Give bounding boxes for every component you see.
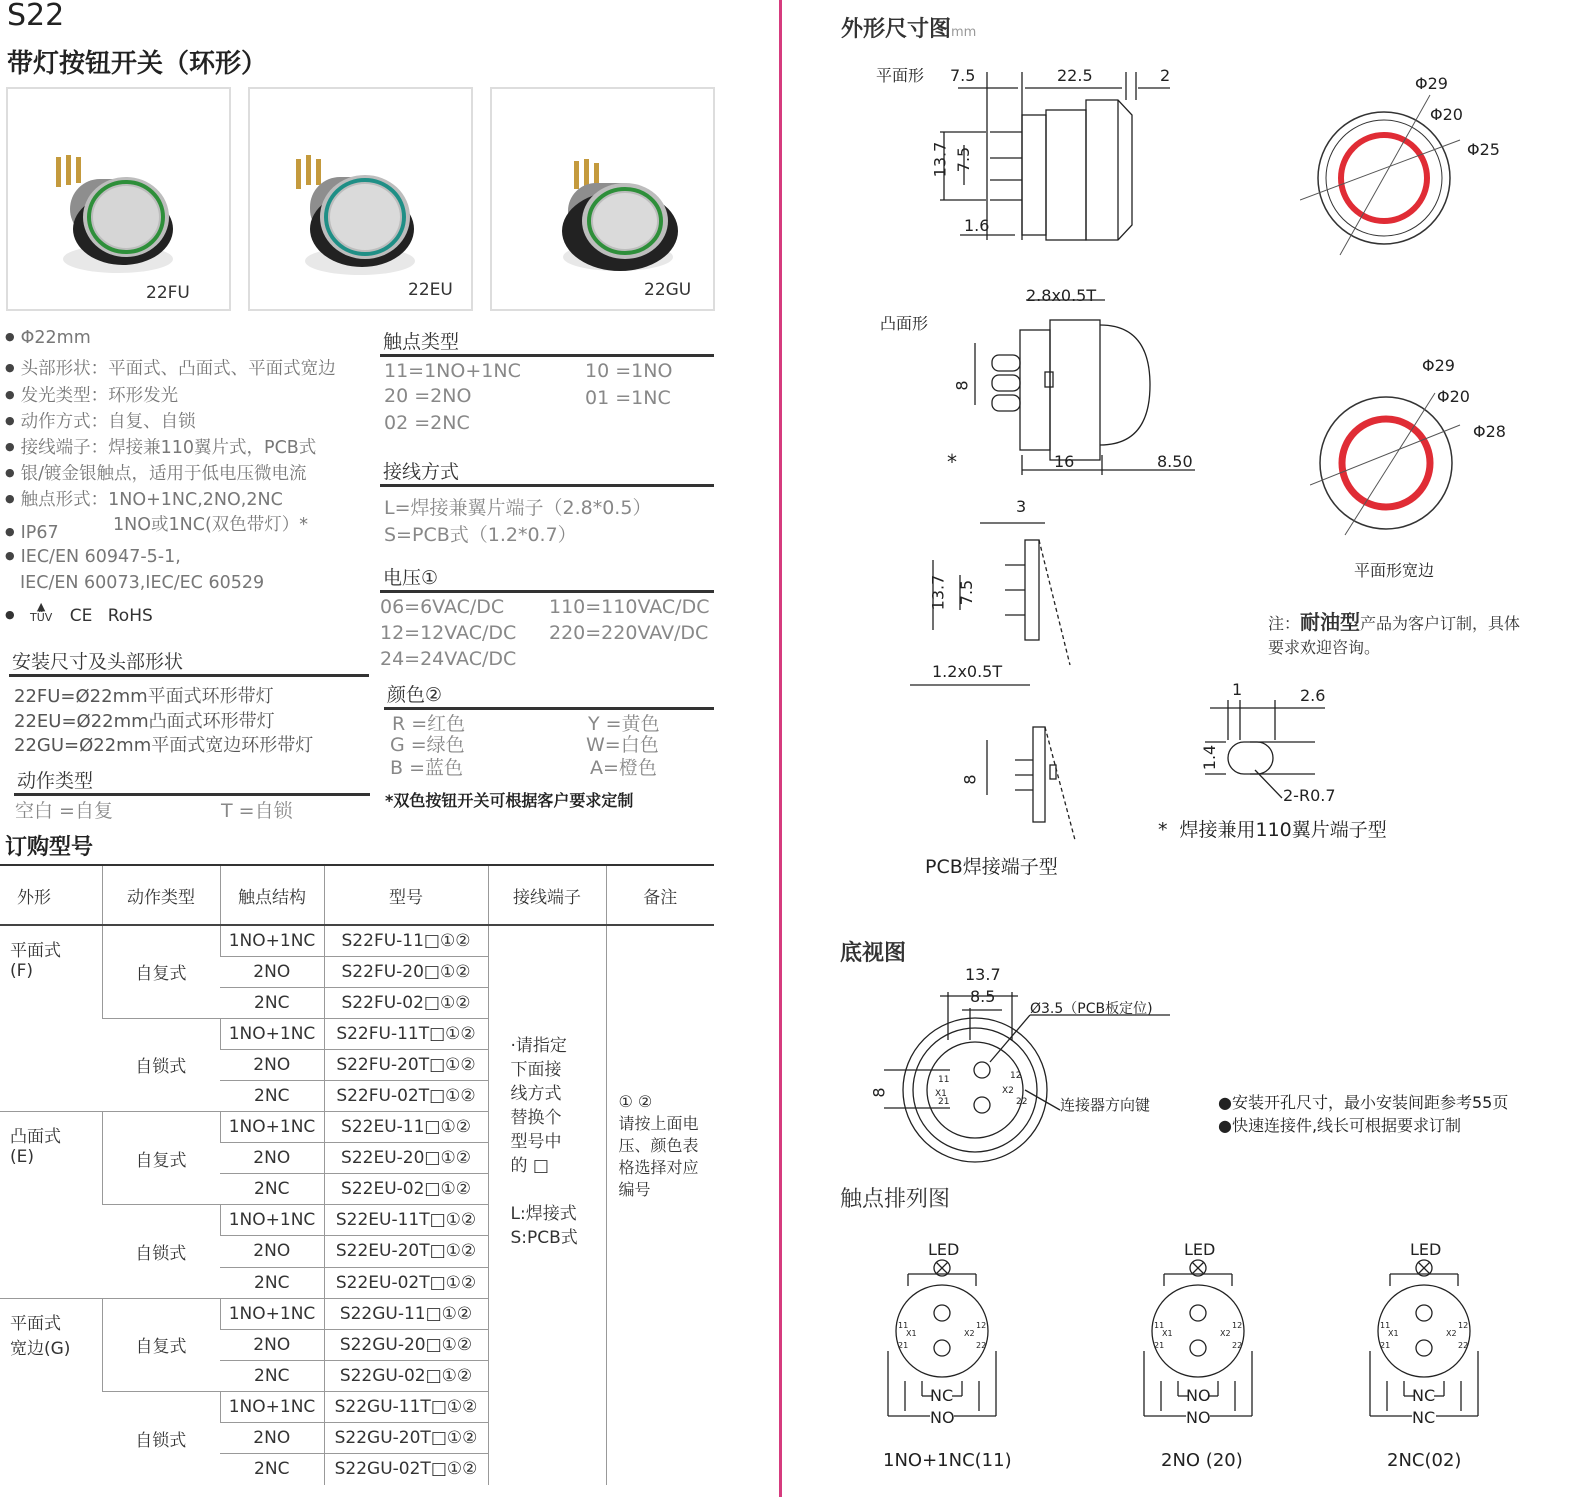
dim-label: *: [947, 450, 957, 474]
order-title: 订购型号: [5, 835, 94, 860]
contact-cell: 2NC: [220, 1360, 324, 1391]
dim-label: 7.5: [957, 579, 977, 606]
action-cell: 自锁式: [102, 1391, 220, 1484]
dim-label: Φ28: [1473, 422, 1506, 441]
action-cell: 自复式: [102, 1298, 220, 1391]
dim-label: 8.5: [970, 987, 996, 1006]
button-illustration: [492, 89, 713, 309]
shape-cell: 平面式 宽边(G): [0, 1298, 102, 1485]
model-cell: S22GU-20T□①②: [324, 1423, 488, 1454]
feature-item: ● 发光类型：环形发光: [5, 382, 178, 407]
action-cell: 自复式: [102, 1112, 220, 1205]
svg-text:12: 12: [1458, 1321, 1469, 1330]
contact-bottom-label: NO: [1186, 1408, 1211, 1427]
photo-caption: 22FU: [146, 283, 190, 303]
flat-ring-led: [1341, 135, 1427, 221]
wide-front-drawing: [1310, 385, 1470, 545]
page-divider: [779, 0, 782, 1497]
feature-item: ● 银/镀金银触点，适用于低电压微电流: [5, 460, 307, 485]
contact-cell: 2NO: [220, 1143, 324, 1174]
contact-top-label: NO: [1186, 1386, 1211, 1405]
svg-text:21: 21: [1154, 1341, 1165, 1350]
color-item: Y =黄色: [588, 713, 660, 735]
tab-label: * 焊接兼用110翼片端子型: [1158, 819, 1387, 841]
model-cell: S22EU-20T□①②: [324, 1236, 488, 1267]
feature-item: ● IP67: [5, 523, 59, 543]
convex-label: 凸面形: [880, 314, 929, 333]
wiring-s: S=PCB式（1.2*0.7）: [384, 524, 577, 546]
dim-label: 16: [1054, 452, 1075, 471]
contact-diagram: [880, 1240, 1030, 1480]
action-section-title: 动作类型: [14, 766, 370, 796]
svg-text:22: 22: [1458, 1341, 1469, 1350]
contact-cell: 2NO: [220, 1423, 324, 1454]
dim-label: 22.5: [1057, 66, 1093, 85]
action-cell: 自锁式: [102, 1205, 220, 1298]
table-header: 备注: [606, 865, 714, 925]
model-cell: S22EU-20□①②: [324, 1143, 488, 1174]
flat-label: 平面形: [876, 66, 925, 85]
model-cell: S22EU-11□①②: [324, 1112, 488, 1143]
voltage-item: 110=110VAC/DC: [549, 596, 710, 618]
order-table: [0, 864, 714, 1485]
action-cell: 自复式: [102, 925, 220, 1018]
product-photo-22eu: [248, 87, 473, 311]
mount-section-title: 安装尺寸及头部形状: [9, 647, 369, 677]
contact-cell: 2NC: [220, 1174, 324, 1205]
voltage-item: 220=220VAV/DC: [549, 622, 709, 644]
pcb-lower-drawing: [975, 715, 1085, 845]
svg-text:12: 12: [976, 1321, 987, 1330]
dim-label: 1.6: [964, 216, 990, 235]
contact-cell: 2NC: [220, 1267, 324, 1298]
model-name: S22: [7, 0, 65, 33]
contact-cell: 1NO+1NC: [220, 1391, 324, 1422]
contact-cell: 2NO: [220, 1236, 324, 1267]
dim-label: 2.8x0.5T: [1026, 286, 1097, 305]
dim-label: 13.7: [965, 965, 1001, 984]
dim-label: 2-R0.7: [1283, 786, 1336, 805]
contact-top-label: NC: [930, 1386, 954, 1405]
feature-item: IEC/EN 60073,IEC/EC 60529: [20, 573, 265, 593]
contact-item: 20 =2NO: [384, 385, 472, 407]
model-cell: S22GU-02T□①②: [324, 1454, 488, 1485]
rohs-mark: RoHS: [107, 606, 153, 626]
product-title: 带灯按钮开关（环形）: [7, 49, 268, 79]
pcb-label: PCB焊接端子型: [925, 856, 1058, 878]
contact-cell: 1NO+1NC: [220, 1205, 324, 1236]
dim-label: 2.6: [1300, 686, 1326, 705]
led-label: LED: [1184, 1240, 1216, 1259]
model-cell: S22GU-02□①②: [324, 1360, 488, 1391]
oil-note: 注：耐油型产品为客户订制，具体 要求欢迎咨询。: [1268, 610, 1521, 657]
contact-cell: 1NO+1NC: [220, 1018, 324, 1049]
contact-cell: 1NO+1NC: [220, 1298, 324, 1329]
button-illustration: [250, 89, 471, 309]
color-item: A=橙色: [590, 757, 657, 779]
tuv-logo: ▲ TÜV: [30, 600, 53, 624]
model-cell: S22FU-11□①②: [324, 925, 488, 956]
voltage-section-title: 电压①: [380, 563, 714, 593]
model-cell: S22FU-20□①②: [324, 956, 488, 987]
color-item: W=白色: [586, 734, 659, 756]
connector-key-label: 连接器方向键: [1060, 1096, 1151, 1114]
shape-cell: 凸面式 (E): [0, 1112, 102, 1299]
table-row: [0, 925, 714, 956]
action-cell: 自锁式: [102, 1018, 220, 1111]
table-header: 动作类型: [102, 865, 220, 925]
svg-text:22: 22: [976, 1341, 987, 1350]
contact-item: 11=1NO+1NC: [384, 360, 521, 382]
action-t: T =自锁: [221, 800, 293, 822]
contact-diagram: [1136, 1240, 1286, 1480]
svg-text:X1: X1: [906, 1329, 917, 1338]
contact-circle-drawing: [1136, 1256, 1286, 1456]
dim-label: Φ20: [1430, 105, 1463, 124]
feature-item: ● 触点形式：1NO+1NC,2NO,2NC: [5, 486, 283, 511]
ce-mark: CE: [69, 606, 93, 626]
svg-text:X2: X2: [1002, 1086, 1014, 1096]
order-table-body: [0, 925, 714, 1485]
dim-label: 13.7: [928, 574, 948, 611]
dimensions-title: 外形尺寸图mm: [841, 17, 977, 42]
mount-item: 22FU=Ø22mm平面式环形带灯: [14, 686, 274, 707]
contact-item: 10 =1NO: [585, 360, 673, 382]
color-section-title: 颜色②: [384, 680, 714, 710]
mount-item: 22GU=Ø22mm平面式宽边环形带灯: [14, 735, 314, 756]
wiring-section-title: 接线方式: [380, 457, 714, 487]
feature-item: ● IEC/EN 60947-5-1,: [5, 547, 181, 567]
color-item: B =蓝色: [390, 757, 463, 779]
model-cell: S22EU-02T□①②: [324, 1267, 488, 1298]
contact-cell: 2NO: [220, 1329, 324, 1360]
flat-wide-label: 平面形宽边: [1354, 561, 1435, 580]
svg-text:11: 11: [898, 1321, 909, 1330]
contact-cell: 2NO: [220, 956, 324, 987]
certifications: ● ▲ TÜV CE RoHS: [5, 600, 153, 626]
svg-text:22: 22: [1016, 1097, 1028, 1107]
svg-text:X1: X1: [1162, 1329, 1173, 1338]
button-illustration: [8, 89, 229, 309]
model-cell: S22FU-20T□①②: [324, 1049, 488, 1080]
bottom-note: ●安装开孔尺寸，最小安装间距参考55页: [1218, 1093, 1509, 1112]
table-header: 触点结构: [220, 865, 324, 925]
product-photo-22fu: [6, 87, 231, 311]
svg-text:X1: X1: [1388, 1329, 1399, 1338]
contact-diagram: [1362, 1240, 1512, 1480]
led-label: LED: [928, 1240, 960, 1259]
dim-label: 8: [869, 1087, 889, 1098]
dim-label: 13.7: [930, 141, 950, 178]
feature-item: 1NO或1NC(双色带灯）*: [113, 515, 309, 535]
model-cell: S22FU-11T□①②: [324, 1018, 488, 1049]
svg-text:12: 12: [1232, 1321, 1243, 1330]
led-label: LED: [1410, 1240, 1442, 1259]
terminal-note-cell: ·请指定 下面接 线方式 替换个 型号中 的 □ L:焊接式 S:PCB式: [488, 925, 606, 1485]
svg-text:X2: X2: [964, 1329, 975, 1338]
photo-caption: 22EU: [408, 280, 453, 300]
bottom-view-title: 底视图: [840, 941, 907, 966]
dim-label: 1: [1232, 680, 1243, 699]
svg-text:12: 12: [1010, 1071, 1022, 1081]
photo-caption: 22GU: [644, 280, 692, 300]
dim-label: 1.2x0.5T: [932, 662, 1003, 681]
dim-label: Φ25: [1467, 140, 1500, 159]
dim-label: Φ29: [1422, 356, 1455, 375]
contact-bottom-label: NO: [930, 1408, 955, 1427]
table-header: 接线端子: [488, 865, 606, 925]
dim-label: Φ29: [1415, 74, 1448, 93]
contact-top-label: NC: [1412, 1386, 1436, 1405]
contact-item: 02 =2NC: [384, 412, 470, 434]
svg-text:11: 11: [1380, 1321, 1391, 1330]
shape-cell: 平面式 (F): [0, 925, 102, 1112]
dim-label: 8: [952, 380, 972, 391]
voltage-item: 24=24VAC/DC: [380, 648, 517, 670]
svg-text:11: 11: [1154, 1321, 1165, 1330]
feature-item: ● 动作方式：自复、自锁: [5, 408, 196, 433]
contact-cell: 1NO+1NC: [220, 1112, 324, 1143]
dim-label: Ø3.5（PCB板定位): [1030, 1001, 1153, 1017]
svg-text:21: 21: [1380, 1341, 1391, 1350]
product-photo-22gu: [490, 87, 715, 311]
wiring-l: L=焊接兼翼片端子（2.8*0.5）: [384, 497, 652, 519]
contact-cell: 2NC: [220, 1454, 324, 1485]
svg-text:11: 11: [938, 1075, 950, 1085]
color-note: *双色按钮开关可根据客户要求定制: [385, 791, 634, 810]
voltage-item: 12=12VAC/DC: [380, 622, 517, 644]
contact-caption: 2NC(02): [1387, 1450, 1462, 1471]
svg-text:22: 22: [1232, 1341, 1243, 1350]
dim-label: 7.5: [954, 146, 974, 173]
dim-label: 8.50: [1157, 452, 1193, 471]
contact-item: 01 =1NC: [585, 387, 671, 409]
model-cell: S22FU-02T□①②: [324, 1080, 488, 1111]
svg-text:X2: X2: [1220, 1329, 1231, 1338]
color-item: G =绿色: [390, 734, 465, 756]
dim-label: 3: [1016, 497, 1027, 516]
contact-section-title: 触点类型: [380, 327, 714, 357]
contact-circle-drawing: [1362, 1256, 1512, 1456]
color-item: R =红色: [392, 713, 466, 735]
model-cell: S22FU-02□①②: [324, 987, 488, 1018]
svg-text:21: 21: [938, 1097, 950, 1107]
contact-cell: 2NC: [220, 1080, 324, 1111]
table-header: 型号: [324, 865, 488, 925]
dim-label: 2: [1160, 66, 1171, 85]
action-blank: 空白 =自复: [15, 800, 113, 822]
contact-caption: 1NO+1NC(11): [883, 1450, 1012, 1471]
feature-item: ● Φ22mm: [5, 328, 91, 348]
model-cell: S22GU-20□①②: [324, 1329, 488, 1360]
table-header: 外形: [0, 865, 102, 925]
dim-label: 7.5: [950, 66, 976, 85]
contact-cell: 1NO+1NC: [220, 925, 324, 956]
svg-text:21: 21: [898, 1341, 909, 1350]
dim-label: 1.4: [1200, 744, 1220, 771]
mount-item: 22EU=Ø22mm凸面式环形带灯: [14, 711, 275, 732]
model-cell: S22EU-02□①②: [324, 1174, 488, 1205]
feature-item: ● 头部形状：平面式、凸面式、平面式宽边: [5, 355, 336, 380]
dim-label: 8: [960, 774, 980, 785]
contact-cell: 2NC: [220, 987, 324, 1018]
contact-bottom-label: NC: [1412, 1408, 1436, 1427]
remark-cell: ① ② 请按上面电 压、颜色表 格选择对应 编号: [606, 925, 714, 1485]
svg-text:X2: X2: [1446, 1329, 1457, 1338]
wide-ring-led: [1342, 419, 1430, 507]
model-cell: S22GU-11T□①②: [324, 1391, 488, 1422]
dim-label: Φ20: [1437, 387, 1470, 406]
contact-caption: 2NO (20): [1161, 1450, 1243, 1471]
svg-text:X1: X1: [935, 1089, 947, 1099]
contact-cell: 2NO: [220, 1049, 324, 1080]
model-cell: S22EU-11T□①②: [324, 1205, 488, 1236]
contacts-title: 触点排列图: [840, 1187, 951, 1212]
voltage-item: 06=6VAC/DC: [380, 596, 505, 618]
contact-circle-drawing: [880, 1256, 1030, 1456]
model-cell: S22GU-11□①②: [324, 1298, 488, 1329]
bottom-note: ●快速连接件,线长可根据要求订制: [1218, 1116, 1462, 1135]
feature-item: ● 接线端子：焊接兼110翼片式，PCB式: [5, 434, 316, 459]
